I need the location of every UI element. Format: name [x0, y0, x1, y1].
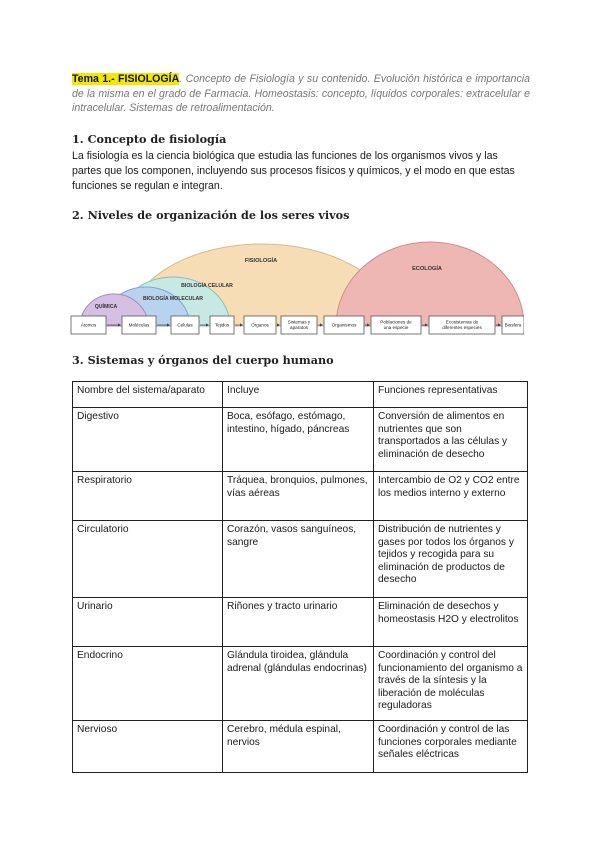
topic-header [72, 72, 530, 116]
table-row [73, 521, 528, 598]
dome-label-biologia-molecular-line: BIOLOGÍA MOLECULAR [142, 296, 204, 302]
table-row [73, 408, 528, 472]
level-label: Ecosistemas de diferentes especies [442, 319, 482, 330]
cell-functions: Eliminación de desechos y homeostasis H2O y electrolitos [374, 598, 528, 647]
cell-system-name: Respiratorio [73, 472, 223, 521]
cell-includes: Riñones y tracto urinario [223, 598, 374, 647]
dome-label-quimica: QUÍMICA [94, 304, 118, 310]
dome-label-biologia-molecular [143, 294, 203, 302]
header-name: Nombre del sistema/aparato [73, 382, 223, 408]
cell-functions: Coordinación y control del funcionamiento del organismo a través de la síntesis y la liberación de moléculas reguladoras [374, 647, 528, 721]
cell-functions: Distribución de nutrientes y gases por todos los órganos y tejidos y recogida para su eliminación de productos de desecho [374, 521, 528, 598]
cell-functions: Conversión de alimentos en nutrientes que son transportados a las células y eliminación de desecho [374, 408, 528, 472]
dome-ecologia [336, 242, 524, 326]
dome-label-ecologia: ECOLOGÍA [412, 266, 442, 272]
cell-system-name: Urinario [73, 598, 223, 647]
section-2-title: 2. Niveles de organización de los seres vivos [72, 208, 350, 222]
level-label: Tejidos [214, 322, 230, 328]
section-1-body: La fisiología es la ciencia biológica que estudia las funciones de los organismos vivos y las partes que los componen, incluyendo sus procesos físicos y químicos, y el modo en que estas funciones se regulan e integran. [72, 150, 515, 192]
level-label: Organismos [331, 322, 357, 328]
table-row [73, 472, 528, 521]
cell-system-name: Circulatorio [73, 521, 223, 598]
dome-label-biologia-celular-line: BIOLOGÍA CELULAR [181, 283, 233, 289]
section-3-title: 3. Sistemas y órganos del cuerpo humano [72, 353, 334, 367]
topic-description: . Concepto de Fisiología y su contenido. Evolución histórica e importancia de la misma en el grado de Farmacia. Homeostasis: concepto, líquidos corporales: extracelular e intracelular. Sistemas de retroalimentación. [72, 73, 530, 114]
cell-system-name: Nervioso [73, 721, 223, 773]
systems-table [72, 381, 528, 773]
table-row [73, 647, 528, 721]
header-functions: Funciones representativas [374, 382, 528, 408]
level-label: Moléculas [128, 322, 150, 328]
section-1-title: 1. Concepto de fisiología [72, 132, 227, 146]
cell-functions: Intercambio de O2 y CO2 entre los medios interno y externo [374, 472, 528, 521]
level-label: Órganos [251, 322, 269, 328]
topic-label: Tema 1.- FISIOLOGÍA [72, 73, 180, 85]
level-label: Poblaciones de una especie [380, 319, 412, 330]
level-label: Biosfera [504, 322, 522, 328]
cell-system-name: Endocrino [73, 647, 223, 721]
level-label: Células [177, 322, 193, 328]
dome-label-fisiologia: FISIOLOGÍA [244, 258, 278, 264]
cell-functions: Coordinación y control de las funciones corporales mediante señales eléctricas [374, 721, 528, 773]
table-row [73, 721, 528, 773]
header-includes: Incluye [223, 382, 374, 408]
cell-includes: Glándula tiroidea, glándula adrenal (glándulas endocrinas) [223, 647, 374, 721]
level-boxes [71, 316, 524, 334]
cell-includes: Boca, esófago, estómago, intestino, hígado, páncreas [223, 408, 374, 472]
level-label: Sistemas y aparatos [287, 319, 311, 330]
dome-label-biologia-celular [181, 281, 233, 289]
cell-includes: Cerebro, médula espinal, nervios [223, 721, 374, 773]
level-label: Átomos [80, 322, 97, 328]
cell-system-name: Digestivo [73, 408, 223, 472]
table-row [73, 598, 528, 647]
cell-includes: Tráquea, bronquios, pulmones, vías aéreas [223, 472, 374, 521]
cell-includes: Corazón, vasos sanguíneos, sangre [223, 521, 374, 598]
organization-levels-diagram [68, 238, 524, 342]
table-header-row [73, 382, 528, 408]
